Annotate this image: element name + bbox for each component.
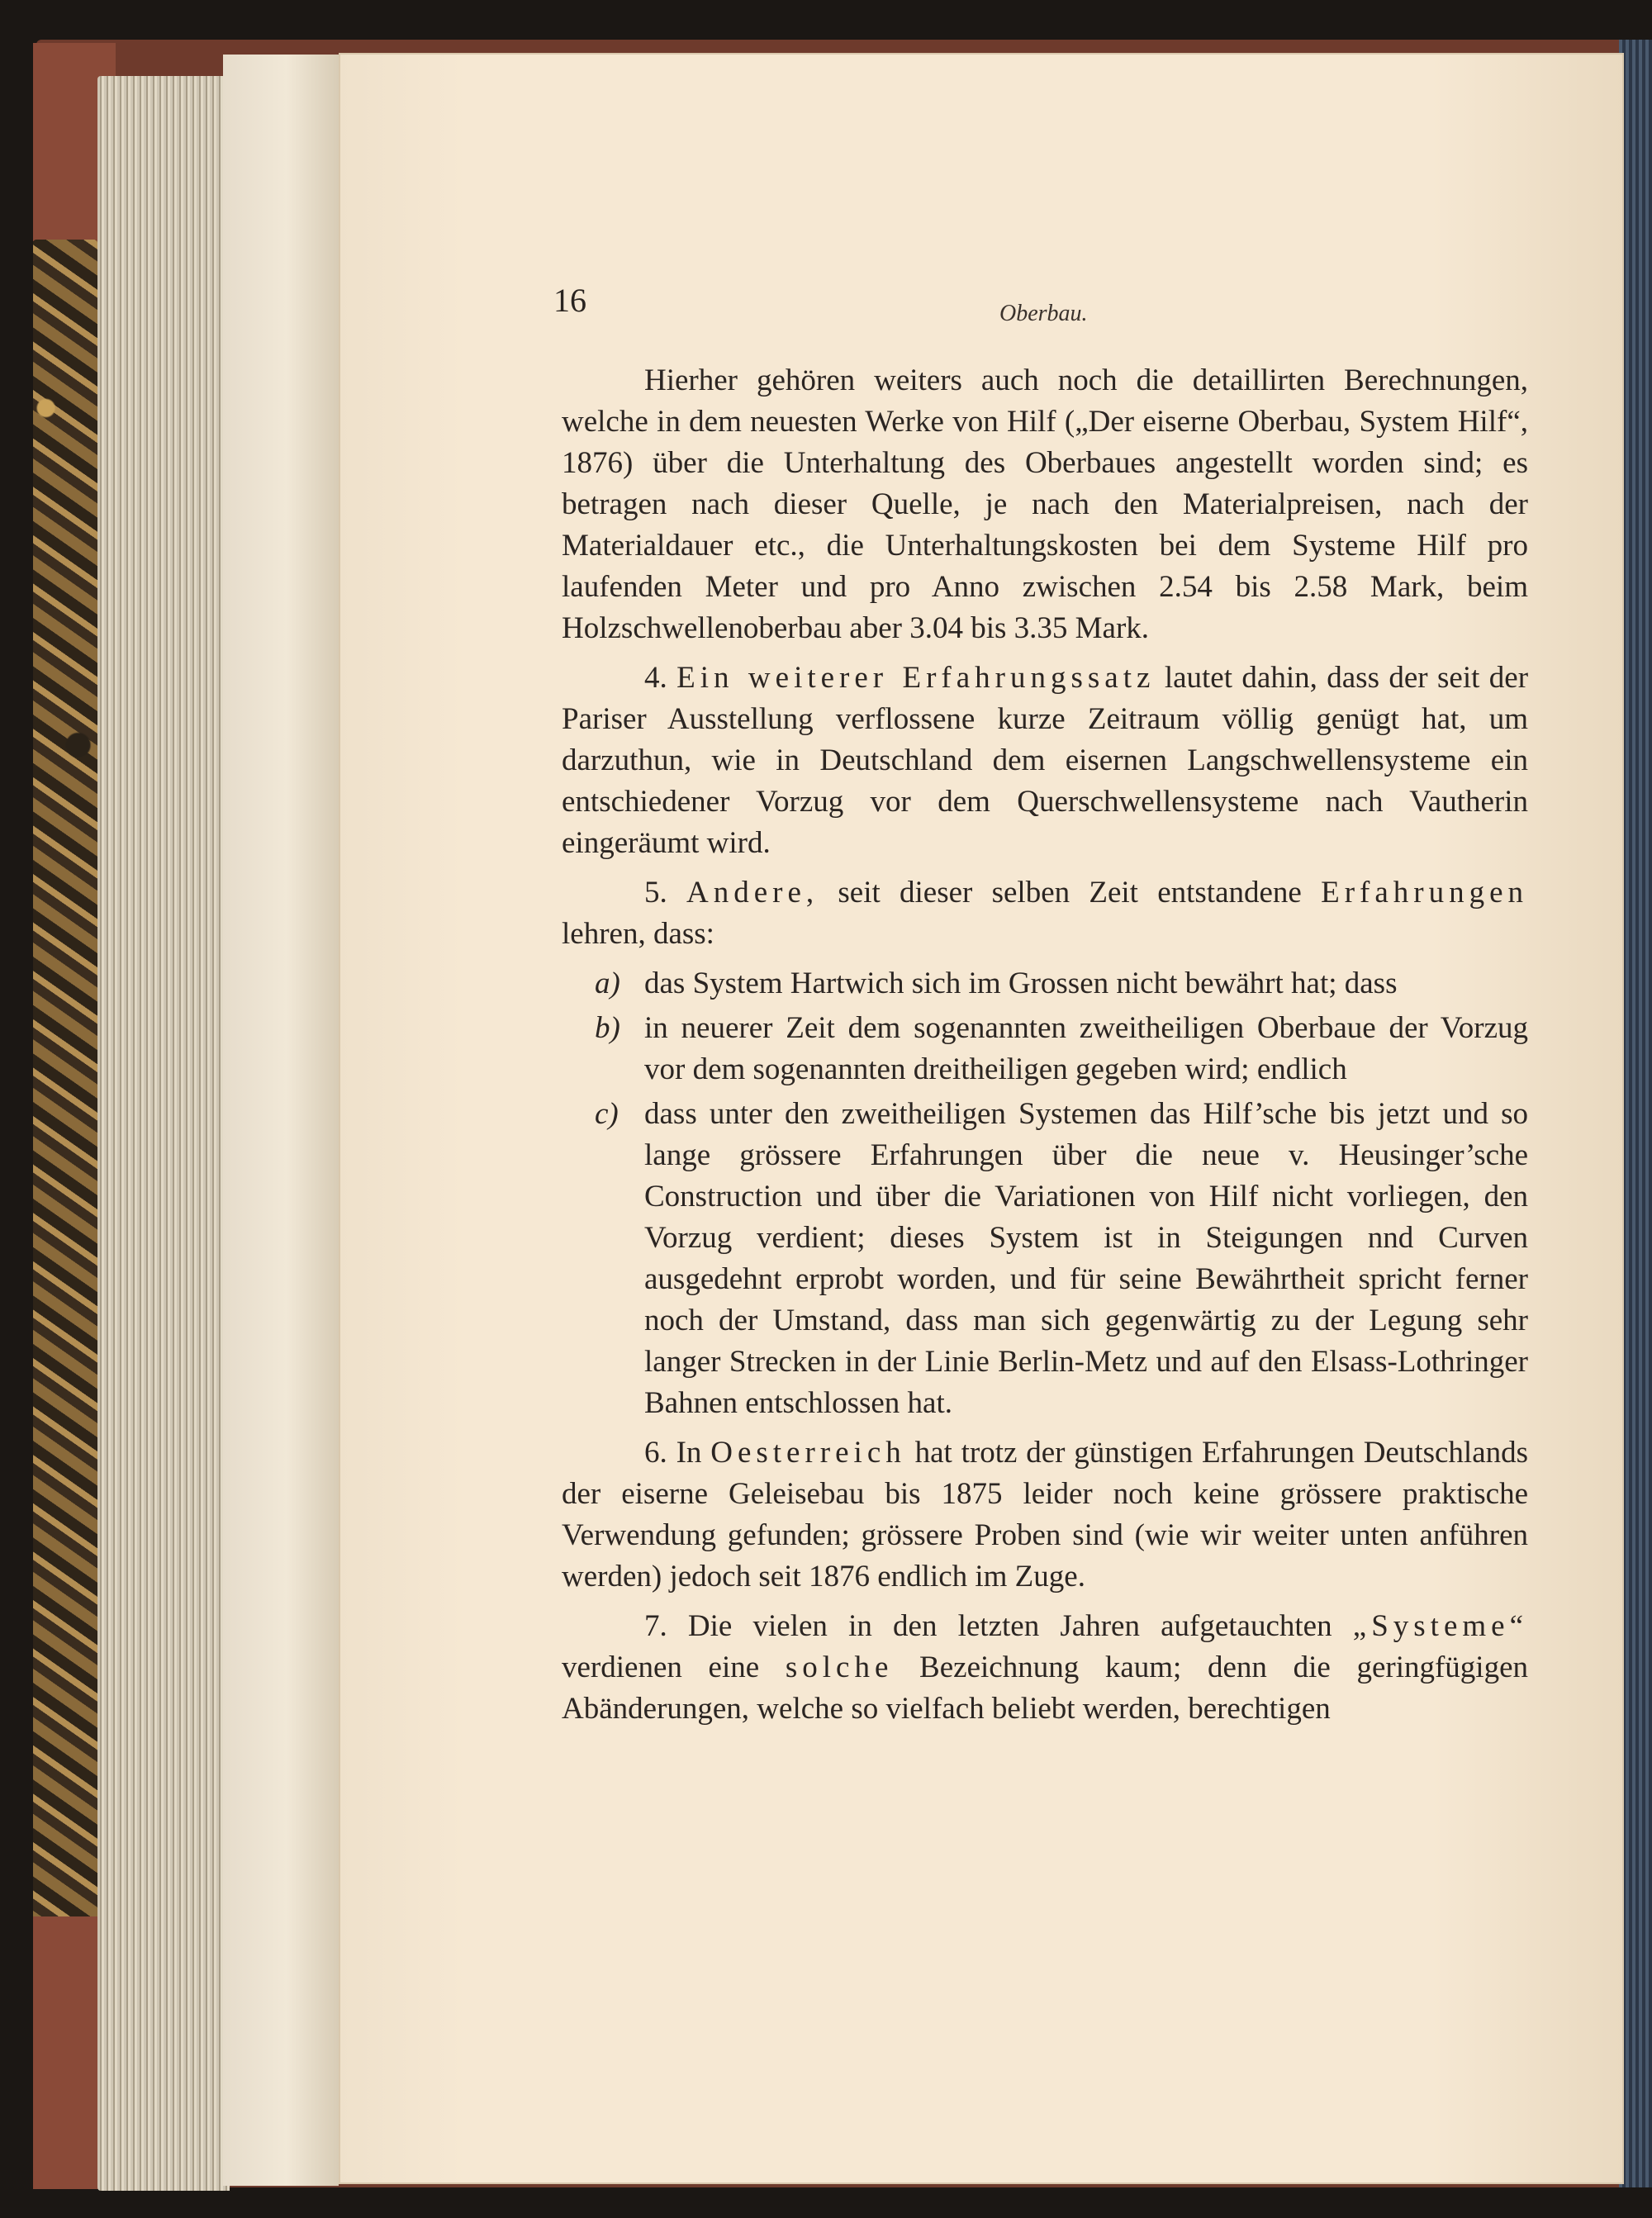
paragraph-4-emphasis: Ein weiterer Erfahrungssatz <box>676 661 1156 695</box>
page-gutter <box>223 55 339 2186</box>
paragraph-4 <box>562 658 1528 864</box>
paragraph-4-number: 4. <box>644 661 667 695</box>
page-block-edges <box>97 76 230 2191</box>
list-item <box>562 1008 1528 1090</box>
paragraph-4-text: lautet dahin, dass der seit der Pariser Ausstellung verflossene kurze Zeitraum völlig genügt hat, um darzuthun, wie in Deutschland dem eisernen Langschwellensysteme ein entschiedener Vorzug vor dem Querschwellensysteme nach Vautherin eingeräumt wird. <box>562 661 1529 860</box>
page-number: 16 <box>553 282 586 319</box>
list-item <box>562 963 1528 1005</box>
paragraph-7-text-b: verdienen eine <box>562 1650 760 1684</box>
paragraph-7 <box>562 1606 1528 1730</box>
paragraph-7-text-a: Die vielen in den letzten Jahren aufgetauchten <box>687 1609 1332 1643</box>
paragraph-5-emphasis-1: Andere, <box>686 876 819 910</box>
page-body <box>562 360 1528 1738</box>
list-item-letter: c) <box>595 1097 619 1131</box>
list-item <box>562 1094 1528 1424</box>
paragraph-7-emphasis-2: solche <box>785 1650 894 1684</box>
paragraph-6 <box>562 1432 1528 1598</box>
list-item-letter: a) <box>595 967 620 1000</box>
list-item-letter: b) <box>595 1011 620 1045</box>
list-item-text: das System Hartwich sich im Grossen nicht bewährt hat; dass <box>644 967 1398 1000</box>
paragraph-6-text: hat trotz der günstigen Erfahrungen Deutschlands der eiserne Geleisebau bis 1875 leider noch keine grössere praktische Verwendung gefunden; grössere Proben sind (wie wir weiter unten anführen werden) jedoch seit 1876 endlich im Zuge. <box>562 1436 1529 1593</box>
paragraph-3: Hierher gehören weiters auch noch die detaillirten Berechnungen, welche in dem neuesten Werke von Hilf („Der eiserne Oberbau, System Hilf“, 1876) über die Unterhaltung des Oberbaues angestellt worden sind; es betragen nach dieser Quelle, je nach den Materialpreisen, nach der Materialdauer etc., die Unterhaltungskosten bei dem Systeme Hilf pro laufenden Meter und pro Anno zwischen 2.54 bis 2.58 Mark, beim Holzschwellenoberbau aber 3.04 bis 3.35 Mark. <box>562 363 1528 645</box>
paragraph-5-number: 5. <box>644 876 667 910</box>
paragraph-6-number: 6. <box>644 1436 667 1470</box>
paragraph-6-prefix: In <box>676 1436 702 1470</box>
paragraph-5-text-mid: seit dieser selben Zeit entstandene <box>838 876 1302 910</box>
paragraph-6-emphasis: Oesterreich <box>710 1436 906 1470</box>
paragraph-5-emphasis-2: Erfahrungen <box>1321 876 1529 910</box>
list-item-text: dass unter den zweitheiligen Systemen das Hilf’sche bis jetzt und so lange grössere Erfahrungen über die neue v. Heusinger’sche Construction und über die Variationen von Hilf nicht vorliegen, den Vorzug verdient; dieses System ist in Steigungen nnd Curven ausgedehnt erprobt worden, und für seine Bewährtheit spricht ferner noch der Umstand, dass man sich gegenwärtig zu der Legung sehr langer Strecken in der Linie Berlin-Metz und auf den Elsass-Lothringer Bahnen entschlossen hat. <box>644 1097 1528 1420</box>
book-spine-edge <box>1619 40 1652 2187</box>
running-title: Oberbau. <box>999 301 1088 326</box>
paragraph-7-number: 7. <box>644 1609 667 1643</box>
paragraph-7-text-c: Bezeichnung kaum; denn die geringfügigen Abänderungen, welche so vielfach beliebt werden, berechtigen <box>562 1650 1529 1726</box>
marbled-cover-paper <box>33 240 97 1925</box>
list-item-text: in neuerer Zeit dem sogenannten zweitheiligen Oberbaue der Vorzug vor dem sogenannten dreitheiligen gegeben wird; endlich <box>644 1011 1528 1086</box>
paragraph-5 <box>562 872 1528 955</box>
paragraph-5-text-end: lehren, dass: <box>562 917 714 951</box>
enumerated-list <box>562 963 1528 1424</box>
paragraph-7-emphasis-1: „Systeme“ <box>1352 1609 1529 1643</box>
page-header <box>553 281 1545 347</box>
